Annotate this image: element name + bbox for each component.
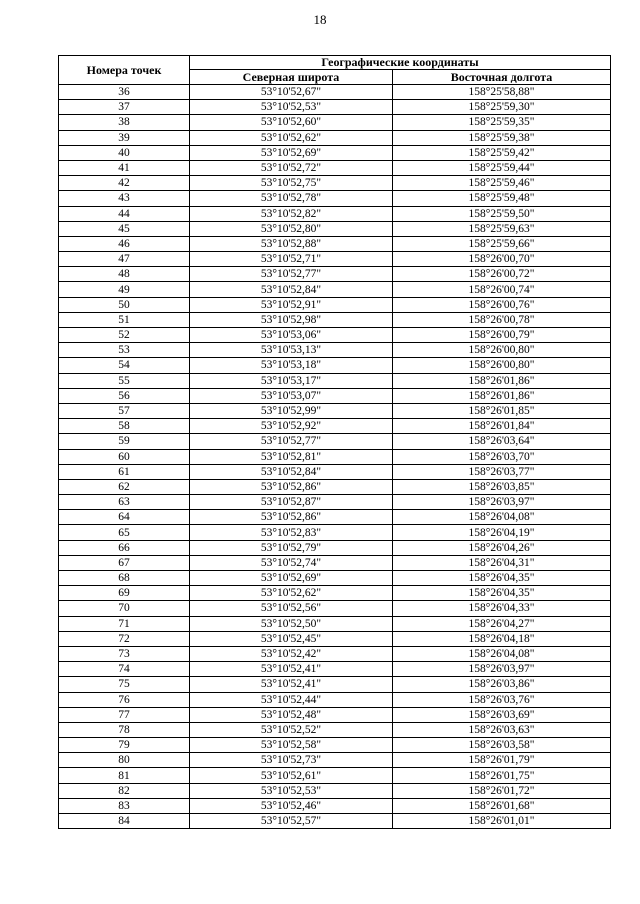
latitude-cell: 53°10'52,92" bbox=[190, 419, 393, 434]
longitude-cell: 158°25'59,30" bbox=[393, 100, 611, 115]
longitude-cell: 158°26'04,31" bbox=[393, 555, 611, 570]
longitude-cell: 158°25'59,46" bbox=[393, 176, 611, 191]
latitude-cell: 53°10'52,91" bbox=[190, 297, 393, 312]
latitude-cell: 53°10'52,81" bbox=[190, 449, 393, 464]
longitude-cell: 158°25'59,38" bbox=[393, 130, 611, 145]
table-row bbox=[59, 419, 611, 434]
table-row bbox=[59, 738, 611, 753]
table-row bbox=[59, 236, 611, 251]
point-number-cell: 53 bbox=[59, 343, 190, 358]
latitude-cell: 53°10'52,50" bbox=[190, 616, 393, 631]
table-row bbox=[59, 798, 611, 813]
point-number-cell: 71 bbox=[59, 616, 190, 631]
point-number-cell: 64 bbox=[59, 510, 190, 525]
point-number-cell: 78 bbox=[59, 722, 190, 737]
latitude-cell: 53°10'52,61" bbox=[190, 768, 393, 783]
latitude-cell: 53°10'52,53" bbox=[190, 783, 393, 798]
table-row bbox=[59, 783, 611, 798]
latitude-cell: 53°10'52,88" bbox=[190, 236, 393, 251]
longitude-cell: 158°26'01,79" bbox=[393, 753, 611, 768]
longitude-cell: 158°26'00,72" bbox=[393, 267, 611, 282]
point-number-cell: 76 bbox=[59, 692, 190, 707]
table-row bbox=[59, 449, 611, 464]
latitude-cell: 53°10'52,84" bbox=[190, 282, 393, 297]
point-number-cell: 80 bbox=[59, 753, 190, 768]
table-row bbox=[59, 601, 611, 616]
point-number-cell: 44 bbox=[59, 206, 190, 221]
table-row bbox=[59, 388, 611, 403]
latitude-cell: 53°10'52,53" bbox=[190, 100, 393, 115]
latitude-cell: 53°10'52,42" bbox=[190, 646, 393, 661]
latitude-cell: 53°10'52,62" bbox=[190, 586, 393, 601]
point-number-cell: 37 bbox=[59, 100, 190, 115]
point-number-cell: 72 bbox=[59, 631, 190, 646]
longitude-cell: 158°25'59,66" bbox=[393, 236, 611, 251]
longitude-cell: 158°26'01,84" bbox=[393, 419, 611, 434]
table-row bbox=[59, 115, 611, 130]
point-number-cell: 83 bbox=[59, 798, 190, 813]
latitude-cell: 53°10'53,18" bbox=[190, 358, 393, 373]
table-row bbox=[59, 662, 611, 677]
longitude-cell: 158°26'03,64" bbox=[393, 434, 611, 449]
point-number-cell: 59 bbox=[59, 434, 190, 449]
latitude-cell: 53°10'52,75" bbox=[190, 176, 393, 191]
table-row bbox=[59, 586, 611, 601]
point-number-cell: 50 bbox=[59, 297, 190, 312]
latitude-cell: 53°10'52,77" bbox=[190, 267, 393, 282]
table-row bbox=[59, 464, 611, 479]
longitude-cell: 158°26'04,19" bbox=[393, 525, 611, 540]
latitude-cell: 53°10'52,99" bbox=[190, 403, 393, 418]
point-number-cell: 49 bbox=[59, 282, 190, 297]
point-number-cell: 62 bbox=[59, 479, 190, 494]
latitude-cell: 53°10'52,86" bbox=[190, 510, 393, 525]
latitude-cell: 53°10'52,41" bbox=[190, 662, 393, 677]
table-row bbox=[59, 145, 611, 160]
point-number-cell: 56 bbox=[59, 388, 190, 403]
table-row bbox=[59, 297, 611, 312]
point-number-cell: 46 bbox=[59, 236, 190, 251]
latitude-cell: 53°10'52,52" bbox=[190, 722, 393, 737]
table-row bbox=[59, 692, 611, 707]
table-row bbox=[59, 677, 611, 692]
table-row bbox=[59, 525, 611, 540]
longitude-cell: 158°26'03,70" bbox=[393, 449, 611, 464]
longitude-cell: 158°25'59,42" bbox=[393, 145, 611, 160]
longitude-cell: 158°25'59,63" bbox=[393, 221, 611, 236]
header-north-latitude: Северная широта bbox=[190, 70, 393, 85]
point-number-cell: 63 bbox=[59, 495, 190, 510]
latitude-cell: 53°10'52,60" bbox=[190, 115, 393, 130]
longitude-cell: 158°25'59,35" bbox=[393, 115, 611, 130]
table-row bbox=[59, 85, 611, 100]
longitude-cell: 158°26'00,80" bbox=[393, 358, 611, 373]
header-geographic-coordinates: Географические координаты bbox=[190, 56, 611, 70]
table-row bbox=[59, 100, 611, 115]
table-row bbox=[59, 252, 611, 267]
point-number-cell: 68 bbox=[59, 571, 190, 586]
longitude-cell: 158°26'00,78" bbox=[393, 312, 611, 327]
longitude-cell: 158°26'04,33" bbox=[393, 601, 611, 616]
longitude-cell: 158°26'01,75" bbox=[393, 768, 611, 783]
point-number-cell: 77 bbox=[59, 707, 190, 722]
point-number-cell: 65 bbox=[59, 525, 190, 540]
table-row bbox=[59, 191, 611, 206]
point-number-cell: 38 bbox=[59, 115, 190, 130]
point-number-cell: 52 bbox=[59, 328, 190, 343]
latitude-cell: 53°10'53,06" bbox=[190, 328, 393, 343]
latitude-cell: 53°10'52,84" bbox=[190, 464, 393, 479]
latitude-cell: 53°10'52,57" bbox=[190, 814, 393, 829]
table-row bbox=[59, 221, 611, 236]
table-row bbox=[59, 282, 611, 297]
longitude-cell: 158°26'00,70" bbox=[393, 252, 611, 267]
longitude-cell: 158°25'58,88" bbox=[393, 85, 611, 100]
table-row bbox=[59, 707, 611, 722]
latitude-cell: 53°10'52,62" bbox=[190, 130, 393, 145]
latitude-cell: 53°10'52,69" bbox=[190, 145, 393, 160]
table-row bbox=[59, 373, 611, 388]
latitude-cell: 53°10'52,83" bbox=[190, 525, 393, 540]
table-row bbox=[59, 571, 611, 586]
longitude-cell: 158°26'03,97" bbox=[393, 662, 611, 677]
table-row bbox=[59, 160, 611, 175]
point-number-cell: 81 bbox=[59, 768, 190, 783]
latitude-cell: 53°10'52,78" bbox=[190, 191, 393, 206]
table-row bbox=[59, 510, 611, 525]
latitude-cell: 53°10'52,82" bbox=[190, 206, 393, 221]
table-row bbox=[59, 206, 611, 221]
table-row bbox=[59, 814, 611, 829]
longitude-cell: 158°26'00,79" bbox=[393, 328, 611, 343]
longitude-cell: 158°26'04,18" bbox=[393, 631, 611, 646]
point-number-cell: 69 bbox=[59, 586, 190, 601]
table-row bbox=[59, 267, 611, 282]
table-row bbox=[59, 646, 611, 661]
point-number-cell: 61 bbox=[59, 464, 190, 479]
latitude-cell: 53°10'52,69" bbox=[190, 571, 393, 586]
longitude-cell: 158°26'03,85" bbox=[393, 479, 611, 494]
point-number-cell: 39 bbox=[59, 130, 190, 145]
header-point-numbers: Номера точек bbox=[59, 56, 190, 85]
point-number-cell: 47 bbox=[59, 252, 190, 267]
latitude-cell: 53°10'52,77" bbox=[190, 434, 393, 449]
longitude-cell: 158°26'03,58" bbox=[393, 738, 611, 753]
point-number-cell: 51 bbox=[59, 312, 190, 327]
longitude-cell: 158°26'03,63" bbox=[393, 722, 611, 737]
table-row bbox=[59, 753, 611, 768]
point-number-cell: 48 bbox=[59, 267, 190, 282]
latitude-cell: 53°10'52,73" bbox=[190, 753, 393, 768]
latitude-cell: 53°10'52,46" bbox=[190, 798, 393, 813]
point-number-cell: 58 bbox=[59, 419, 190, 434]
latitude-cell: 53°10'52,87" bbox=[190, 495, 393, 510]
page-number: 18 bbox=[313, 12, 327, 27]
latitude-cell: 53°10'52,72" bbox=[190, 160, 393, 175]
longitude-cell: 158°26'03,69" bbox=[393, 707, 611, 722]
point-number-cell: 40 bbox=[59, 145, 190, 160]
latitude-cell: 53°10'52,98" bbox=[190, 312, 393, 327]
point-number-cell: 79 bbox=[59, 738, 190, 753]
latitude-cell: 53°10'52,74" bbox=[190, 555, 393, 570]
table-row bbox=[59, 176, 611, 191]
longitude-cell: 158°26'00,80" bbox=[393, 343, 611, 358]
table-header bbox=[59, 56, 611, 85]
point-number-cell: 60 bbox=[59, 449, 190, 464]
latitude-cell: 53°10'52,71" bbox=[190, 252, 393, 267]
longitude-cell: 158°26'04,35" bbox=[393, 571, 611, 586]
table-row bbox=[59, 312, 611, 327]
latitude-cell: 53°10'52,67" bbox=[190, 85, 393, 100]
table-row bbox=[59, 130, 611, 145]
table-body bbox=[59, 85, 611, 829]
longitude-cell: 158°26'03,97" bbox=[393, 495, 611, 510]
longitude-cell: 158°26'01,86" bbox=[393, 373, 611, 388]
table-row bbox=[59, 358, 611, 373]
point-number-cell: 70 bbox=[59, 601, 190, 616]
point-number-cell: 82 bbox=[59, 783, 190, 798]
longitude-cell: 158°25'59,50" bbox=[393, 206, 611, 221]
table-row bbox=[59, 722, 611, 737]
table-row bbox=[59, 768, 611, 783]
table-row bbox=[59, 616, 611, 631]
longitude-cell: 158°26'03,77" bbox=[393, 464, 611, 479]
longitude-cell: 158°25'59,48" bbox=[393, 191, 611, 206]
latitude-cell: 53°10'52,80" bbox=[190, 221, 393, 236]
longitude-cell: 158°25'59,44" bbox=[393, 160, 611, 175]
point-number-cell: 67 bbox=[59, 555, 190, 570]
table-row bbox=[59, 495, 611, 510]
longitude-cell: 158°26'01,68" bbox=[393, 798, 611, 813]
point-number-cell: 41 bbox=[59, 160, 190, 175]
longitude-cell: 158°26'01,01" bbox=[393, 814, 611, 829]
point-number-cell: 42 bbox=[59, 176, 190, 191]
longitude-cell: 158°26'04,35" bbox=[393, 586, 611, 601]
table-row bbox=[59, 328, 611, 343]
longitude-cell: 158°26'04,26" bbox=[393, 540, 611, 555]
point-number-cell: 84 bbox=[59, 814, 190, 829]
table-row bbox=[59, 343, 611, 358]
table-row bbox=[59, 631, 611, 646]
table-row bbox=[59, 403, 611, 418]
longitude-cell: 158°26'04,08" bbox=[393, 510, 611, 525]
latitude-cell: 53°10'52,56" bbox=[190, 601, 393, 616]
longitude-cell: 158°26'03,86" bbox=[393, 677, 611, 692]
point-number-cell: 45 bbox=[59, 221, 190, 236]
latitude-cell: 53°10'53,07" bbox=[190, 388, 393, 403]
latitude-cell: 53°10'52,41" bbox=[190, 677, 393, 692]
latitude-cell: 53°10'52,44" bbox=[190, 692, 393, 707]
point-number-cell: 74 bbox=[59, 662, 190, 677]
table-row bbox=[59, 479, 611, 494]
longitude-cell: 158°26'00,76" bbox=[393, 297, 611, 312]
longitude-cell: 158°26'00,74" bbox=[393, 282, 611, 297]
point-number-cell: 36 bbox=[59, 85, 190, 100]
point-number-cell: 57 bbox=[59, 403, 190, 418]
longitude-cell: 158°26'01,72" bbox=[393, 783, 611, 798]
point-number-cell: 54 bbox=[59, 358, 190, 373]
latitude-cell: 53°10'52,86" bbox=[190, 479, 393, 494]
latitude-cell: 53°10'52,79" bbox=[190, 540, 393, 555]
point-number-cell: 43 bbox=[59, 191, 190, 206]
latitude-cell: 53°10'53,17" bbox=[190, 373, 393, 388]
point-number-cell: 75 bbox=[59, 677, 190, 692]
table-row bbox=[59, 555, 611, 570]
longitude-cell: 158°26'04,08" bbox=[393, 646, 611, 661]
latitude-cell: 53°10'53,13" bbox=[190, 343, 393, 358]
longitude-cell: 158°26'03,76" bbox=[393, 692, 611, 707]
table-row bbox=[59, 540, 611, 555]
coordinates-table bbox=[58, 55, 611, 829]
longitude-cell: 158°26'01,86" bbox=[393, 388, 611, 403]
point-number-cell: 66 bbox=[59, 540, 190, 555]
header-east-longitude: Восточная долгота bbox=[393, 70, 611, 85]
longitude-cell: 158°26'04,27" bbox=[393, 616, 611, 631]
longitude-cell: 158°26'01,85" bbox=[393, 403, 611, 418]
latitude-cell: 53°10'52,48" bbox=[190, 707, 393, 722]
point-number-cell: 73 bbox=[59, 646, 190, 661]
point-number-cell: 55 bbox=[59, 373, 190, 388]
latitude-cell: 53°10'52,45" bbox=[190, 631, 393, 646]
latitude-cell: 53°10'52,58" bbox=[190, 738, 393, 753]
table-row bbox=[59, 434, 611, 449]
